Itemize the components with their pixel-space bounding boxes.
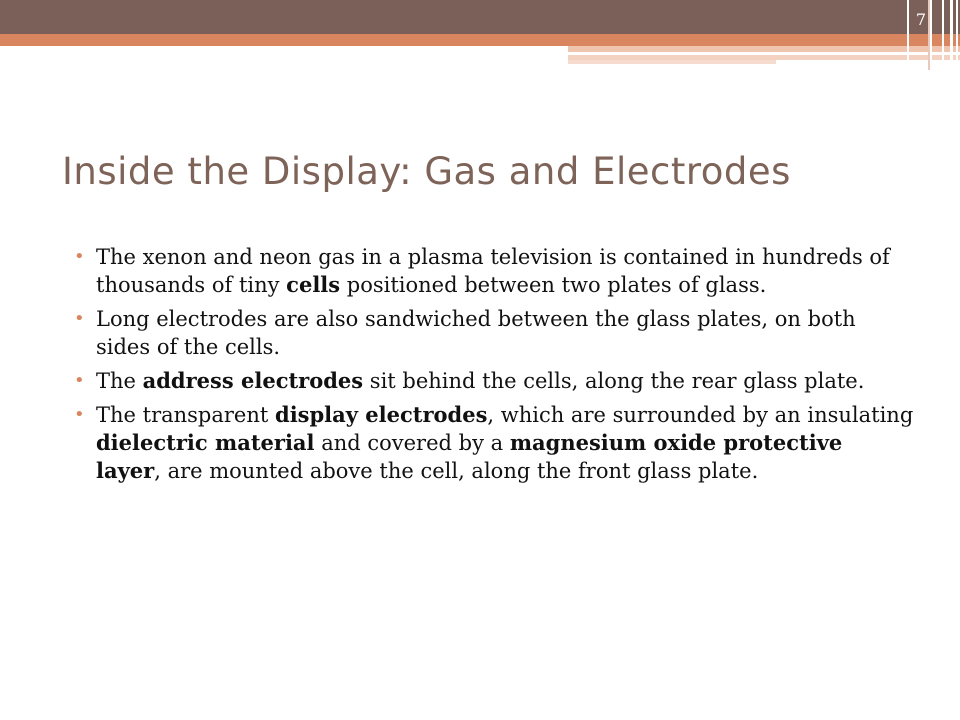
bullet-bold-term: display electrodes xyxy=(275,402,488,427)
bullet-item xyxy=(74,243,914,299)
bullet-marker-icon: • xyxy=(74,308,85,329)
bullet-text: The xenon and neon gas in a plasma television is contained in hundreds of thousands of tiny xyxy=(96,245,890,297)
bullet-item xyxy=(74,305,914,361)
bullet-bold-term: dielectric material xyxy=(96,430,315,455)
bullet-text: sit behind the cells, along the rear glass plate. xyxy=(363,369,865,393)
page-number: 7 xyxy=(915,10,927,29)
bullet-marker-icon: • xyxy=(74,404,85,425)
bullet-text: Long electrodes are also sandwiched between the glass plates, on both sides of the cells. xyxy=(96,307,856,359)
slide-title: Inside the Display: Gas and Electrodes xyxy=(62,150,791,193)
bullet-text: , are mounted above the cell, along the front glass plate. xyxy=(154,459,759,483)
bullet-marker-icon: • xyxy=(74,370,85,391)
bullet-text: The xyxy=(96,369,143,393)
bullet-marker-icon: • xyxy=(74,246,85,267)
header-decor-stripe xyxy=(568,60,776,64)
bullet-bold-term: magnesium oxide protective layer xyxy=(96,430,843,483)
bullet-bold-term: address electrodes xyxy=(142,368,364,393)
header-decor-line xyxy=(907,0,909,66)
bullet-text: positioned between two plates of glass. xyxy=(340,273,767,297)
bullet-item xyxy=(74,401,914,485)
bullet-text: and covered by a xyxy=(314,431,510,455)
bullet-text: , which are surrounded by an insulating xyxy=(487,403,914,427)
header-decor-line xyxy=(942,0,944,66)
bullet-bold-term: cells xyxy=(286,272,341,297)
bullet-text: The transparent xyxy=(96,403,276,427)
header-accent-band xyxy=(0,34,960,46)
header-decor-line xyxy=(950,0,953,66)
header-decor-line xyxy=(930,0,932,66)
bullet-item xyxy=(74,367,914,395)
bullet-list xyxy=(74,243,914,491)
header-band xyxy=(0,0,960,34)
header-decor-line xyxy=(956,0,958,66)
